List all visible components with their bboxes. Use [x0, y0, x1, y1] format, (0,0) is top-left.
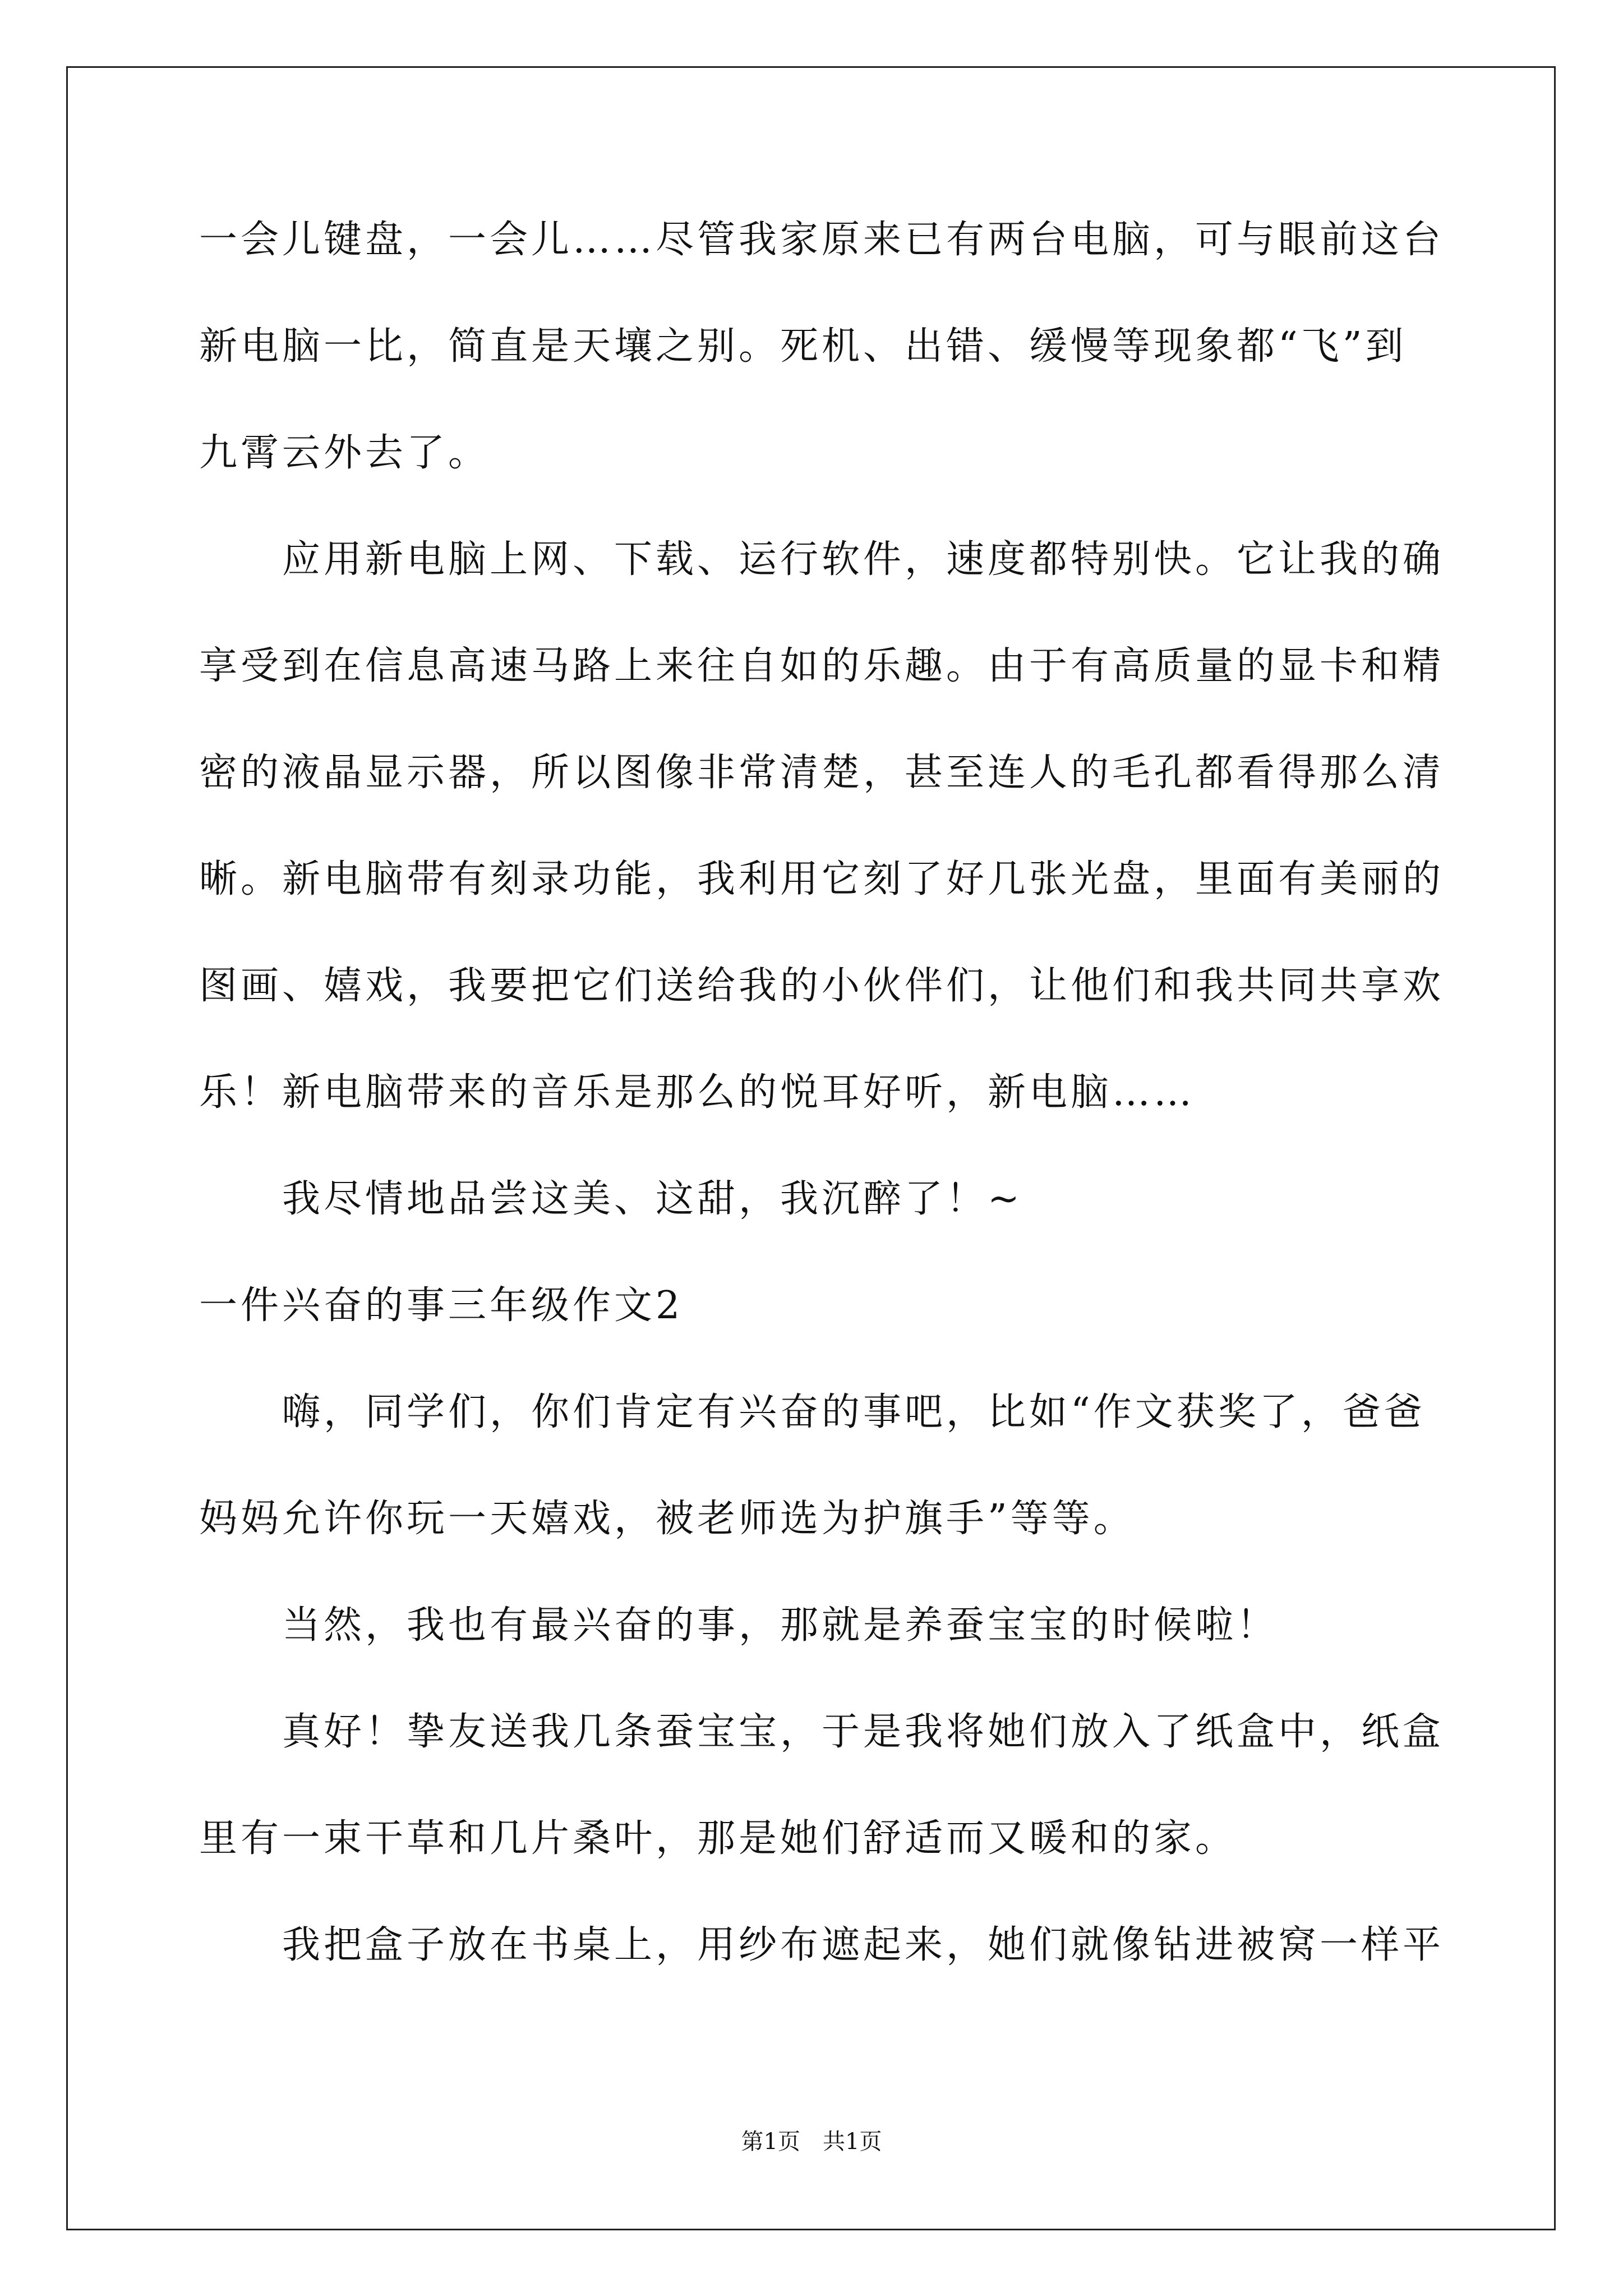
page-border	[66, 66, 1556, 2230]
text-line: 享受到在信息高速马路上来往自如的乐趣。由于有高质量的显卡和精	[199, 644, 1445, 688]
paragraph-first-line: 真好！挚友送我几条蚕宝宝，于是我将她们放入了纸盒中，纸盒	[282, 1710, 1445, 1754]
paragraph-first-line: 我把盒子放在书桌上，用纱布遮起来，她们就像钻进被窝一样平	[282, 1923, 1445, 1967]
text-line: 密的液晶显示器，所以图像非常清楚，甚至连人的毛孔都看得那么清	[199, 751, 1445, 795]
paragraph-first-line: 嗨，同学们，你们肯定有兴奋的事吧，比如“作文获奖了，爸爸	[282, 1390, 1426, 1434]
text-line: 晰。新电脑带有刻录功能，我利用它刻了好几张光盘，里面有美丽的	[199, 857, 1445, 901]
text-line: 妈妈允许你玩一天嬉戏，被老师选为护旗手”等等。	[199, 1497, 1135, 1541]
paragraph-first-line: 当然，我也有最兴奋的事，那就是养蚕宝宝的时候啦！	[282, 1603, 1279, 1648]
paragraph-first-line: 应用新电脑上网、下载、运行软件，速度都特别快。它让我的确	[282, 537, 1445, 582]
text-line: 一会儿键盘，一会儿……尽管我家原来已有两台电脑，可与眼前这台	[199, 218, 1445, 262]
text-line: 图画、嬉戏，我要把它们送给我的小伙伴们，让他们和我共同共享欢	[199, 964, 1445, 1008]
section-heading: 一件兴奋的事三年级作文2	[199, 1283, 684, 1328]
paragraph-first-line: 我尽情地品尝这美、这甜，我沉醉了！~	[282, 1177, 1023, 1221]
page-footer: 第1页 共1页	[741, 2129, 882, 2155]
text-line: 新电脑一比，简直是天壤之别。死机、出错、缓慢等现象都“飞”到	[199, 324, 1407, 369]
text-line: 里有一束干草和几片桑叶，那是她们舒适而又暖和的家。	[199, 1816, 1237, 1861]
text-line: 九霄云外去了。	[199, 431, 490, 475]
text-line: 乐！新电脑带来的音乐是那么的悦耳好听，新电脑……	[199, 1070, 1196, 1115]
